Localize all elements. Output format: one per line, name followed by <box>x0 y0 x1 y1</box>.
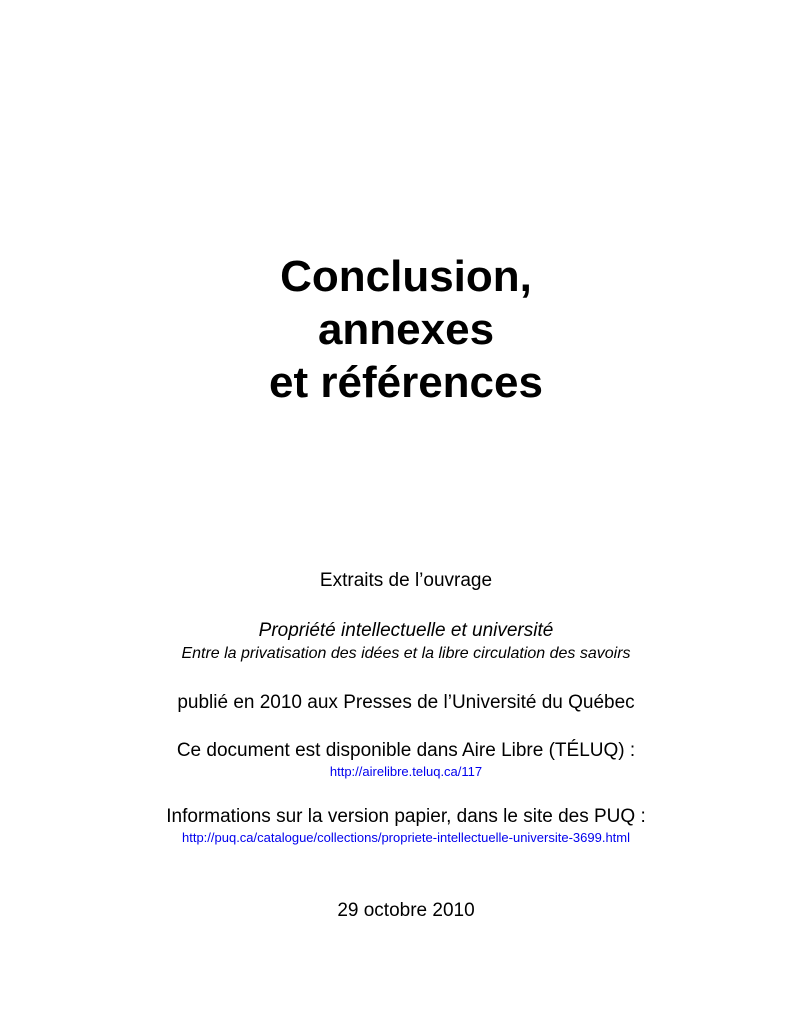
availability-note: Ce document est disponible dans Aire Libre (TÉLUQ) : <box>176 740 636 761</box>
paper-link[interactable]: http://puq.ca/catalogue/collections/propriete-intellectuelle-universite-3699.html <box>181 830 631 845</box>
availability-link[interactable]: http://airelibre.teluq.ca/117 <box>329 764 483 779</box>
paper-link-wrap <box>0 830 791 846</box>
availability-link-wrap <box>0 764 791 780</box>
title-line-1: Conclusion, <box>280 252 532 301</box>
title-line-3: et références <box>269 358 543 407</box>
excerpt-label: Extraits de l’ouvrage <box>319 570 493 591</box>
document-date: 29 octobre 2010 <box>337 900 475 921</box>
book-title: Propriété intellectuelle et université <box>258 620 554 641</box>
page-title <box>0 250 791 409</box>
publication-note: publié en 2010 aux Presses de l’Université du Québec <box>177 692 635 713</box>
book-subtitle: Entre la privatisation des idées et la libre circulation des savoirs <box>181 645 631 662</box>
title-line-2: annexes <box>317 305 495 354</box>
paper-info-note: Informations sur la version papier, dans le site des PUQ : <box>166 806 646 827</box>
